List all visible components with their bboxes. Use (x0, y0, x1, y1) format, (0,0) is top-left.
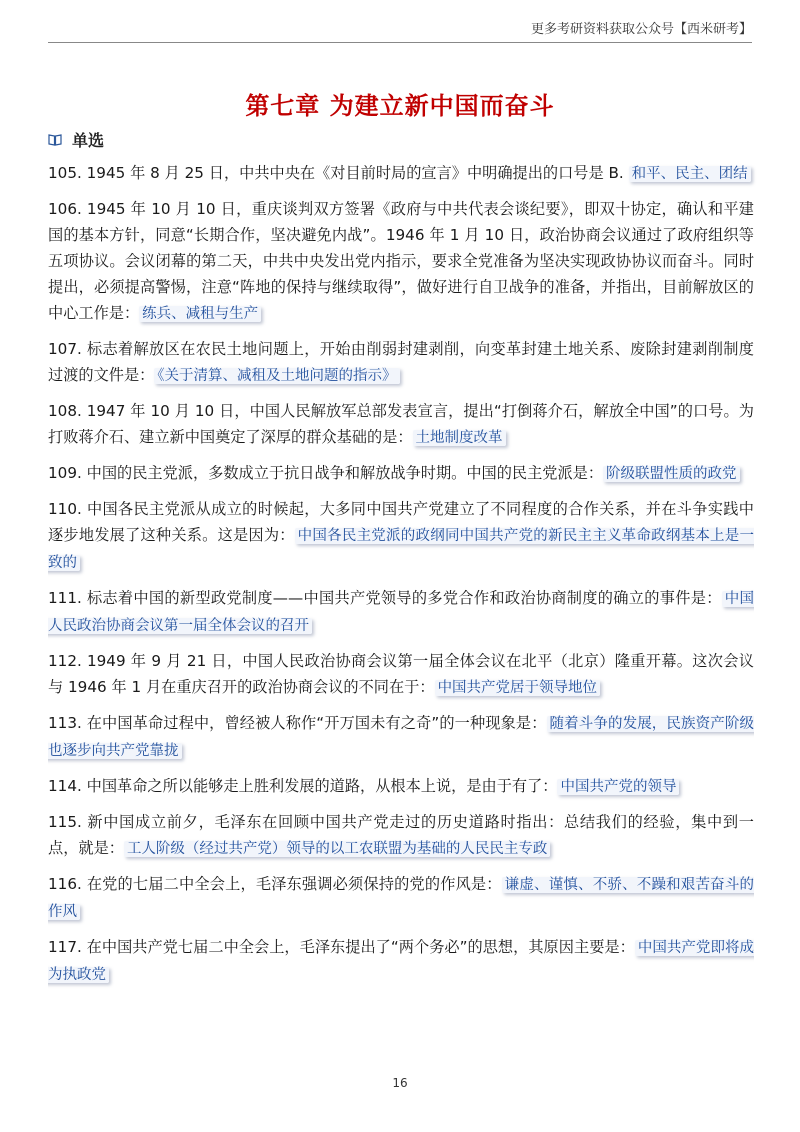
section-title: 单选 (72, 131, 105, 150)
answer-text: 和平、民主、团结 (629, 166, 751, 182)
question-item (48, 398, 754, 451)
question-text: 117. 在中国共产党七届二中全会上，毛泽东提出了“两个务必”的思想，其原因主要是： (48, 938, 635, 956)
answer-text: 谦虚、谨慎、不骄、不躁和艰苦奋斗的作风 (48, 877, 755, 920)
question-text: 116. 在党的七届二中全会上，毛泽东强调必须保持的党的作风是： (48, 875, 502, 893)
answer-text: 《关于清算、减租及土地问题的指示》 (154, 368, 399, 384)
question-text: 105. 1945 年 8 月 25 日，中共中央在《对目前时局的宣言》中明确提出的口号是 B. (48, 164, 629, 182)
answer-text: 工人阶级（经过共产党）领导的以工农联盟为基础的人民民主专政 (124, 841, 551, 857)
question-item (48, 773, 754, 800)
answer-text: 中国各民主党派的政纲同中国共产党的新民主主义革命政纲基本上是一致的 (48, 528, 755, 571)
question-text: 106. 1945 年 10 月 10 日，重庆谈判双方签署《政府与中共代表会谈纪要》，即双十协定，确认和平建国的基本方针，同意“长期合作，坚决避免内战”。1946 年 1 月 10 日，政治协商会议通过了政府组织等五项协议。会议闭幕的第二天，中共中央发出党内指示，要求全党准备为坚决实现政协协议而奋斗。同时提出，必须提高警惕，注意“阵地的保持与继续取得”，做好进行自卫战争的准备，并指出，目前解放区的中心工作是： (48, 200, 754, 322)
question-item (48, 460, 754, 487)
question-item (48, 934, 754, 988)
answer-text: 中国共产党的领导 (557, 779, 679, 795)
question-item (48, 196, 754, 327)
question-text: 111. 标志着中国的新型政党制度——中国共产党领导的多党合作和政治协商制度的确立的事件是： (48, 589, 722, 607)
header-note: 更多考研资料获取公众号【西米研考】 (530, 22, 752, 37)
section-head (48, 128, 104, 151)
question-text: 114. 中国革命之所以能够走上胜利发展的道路，从根本上说，是由于有了： (48, 777, 558, 795)
chapter-title: 第七章 为建立新中国而奋斗 (245, 92, 555, 120)
question-list (48, 160, 754, 997)
page-number: 16 (392, 1076, 408, 1090)
question-text: 110. 中国各民主党派从成立的时候起，大多同中国共产党建立了不同程度的合作关系，并在斗争实践中逐步地发展了这种关系。这是因为： (48, 500, 754, 544)
question-item (48, 648, 754, 701)
question-text: 109. 中国的民主党派，多数成立于抗日战争和解放战争时期。中国的民主党派是： (48, 464, 604, 482)
answer-text: 练兵、减租与生产 (139, 306, 261, 322)
book-icon (48, 134, 62, 146)
question-item (48, 496, 754, 576)
question-text: 108. 1947 年 10 月 10 日，中国人民解放军总部发表宣言，提出“打倒蒋介石，解放全中国”的口号。为打败蒋介石、建立新中国奠定了深厚的群众基础的是： (48, 402, 754, 446)
question-item (48, 336, 754, 389)
question-item (48, 809, 754, 862)
question-text: 107. 标志着解放区在农民土地问题上，开始由削弱封建剥削，向变革封建土地关系、废除封建剥削制度过渡的文件是： (48, 340, 754, 384)
answer-text: 随着斗争的发展，民族资产阶级也逐步向共产党靠拢 (48, 716, 754, 759)
question-text: 115. 新中国成立前夕，毛泽东在回顾中国共产党走过的历史道路时指出：总结我们的经验，集中到一点，就是： (48, 813, 754, 857)
answer-text: 阶级联盟性质的政党 (603, 466, 740, 482)
question-item (48, 871, 754, 925)
answer-text: 中国共产党即将成为执政党 (48, 940, 754, 983)
question-text: 113. 在中国革命过程中，曾经被人称作“开万国未有之奇”的一种现象是： (48, 714, 547, 732)
answer-text: 中国人民政治协商会议第一届全体会议的召开 (48, 591, 754, 634)
question-text: 112. 1949 年 9 月 21 日，中国人民政治协商会议第一届全体会议在北平（北京）隆重开幕。这次会议与 1946 年 1 月在重庆召开的政治协商会议的不同在于： (48, 652, 754, 696)
question-item (48, 710, 754, 764)
question-item (48, 585, 754, 639)
answer-text: 土地制度改革 (413, 430, 506, 446)
header-rule (48, 42, 752, 43)
question-item (48, 160, 754, 187)
answer-text: 中国共产党居于领导地位 (435, 680, 601, 696)
